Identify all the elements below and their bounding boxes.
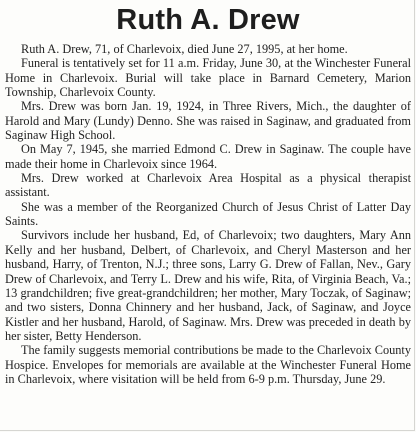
paragraph-birth: Mrs. Drew was born Jan. 19, 1924, in Three Rivers, Mich., the daughter of Harold and Mary (Lundy) Denno. She was raised in Saginaw, and graduated from Saginaw High School. (5, 99, 411, 143)
paragraph-survivors: Survivors include her husband, Ed, of Charlevoix; two daughters, Mary Ann Kelly and her husband, Delbert, of Charlevoix, and Cheryl Masterson and her husband, Harry, of Trenton, N.J.; three sons, Larry G. Drew of Fallan, Nev., Gary Drew of Charlevoix, and Terry L. Drew and his wife, Rita, of Virginia Beach, Va.; 13 grandchildren; five great-grandchildren; her mother, Mary Toczak, of Saginaw; and two sisters, Donna Chinnery and her husband, Jack, of Saginaw, and Joyce Kistler and her husband, Harold, of Saginaw. Mrs. Drew was preceded in death by her sister, Betty Henderson. (5, 228, 411, 343)
paragraph-memorials: The family suggests memorial contributions be made to the Charlevoix County Hospice. Envelopes for memorials are available at the Winchester Funeral Home in Charlevoix, where visitation will be held from 6-9 p.m. Thursday, June 29. (5, 343, 411, 386)
paragraph-funeral: Funeral is tentatively set for 11 a.m. Friday, June 30, at the Winchester Funeral Home in Charlevoix. Burial will take place in Barnard Cemetery, Marion Township, Charlevoix County. (5, 56, 411, 100)
paragraph-death-notice: Ruth A. Drew, 71, of Charlevoix, died June 27, 1995, at her home. (21, 42, 348, 56)
obituary-body (5, 42, 411, 386)
paragraph-work: Mrs. Drew worked at Charlevoix Area Hospital as a physical therapist assistant. (5, 171, 411, 200)
obituary-title: Ruth A. Drew (116, 4, 300, 36)
paragraph-marriage: On May 7, 1945, she married Edmond C. Drew in Saginaw. The couple have made their home in Charlevoix since 1964. (5, 142, 411, 171)
paragraph-church: She was a member of the Reorganized Church of Jesus Christ of Latter Day Saints. (5, 199, 411, 229)
